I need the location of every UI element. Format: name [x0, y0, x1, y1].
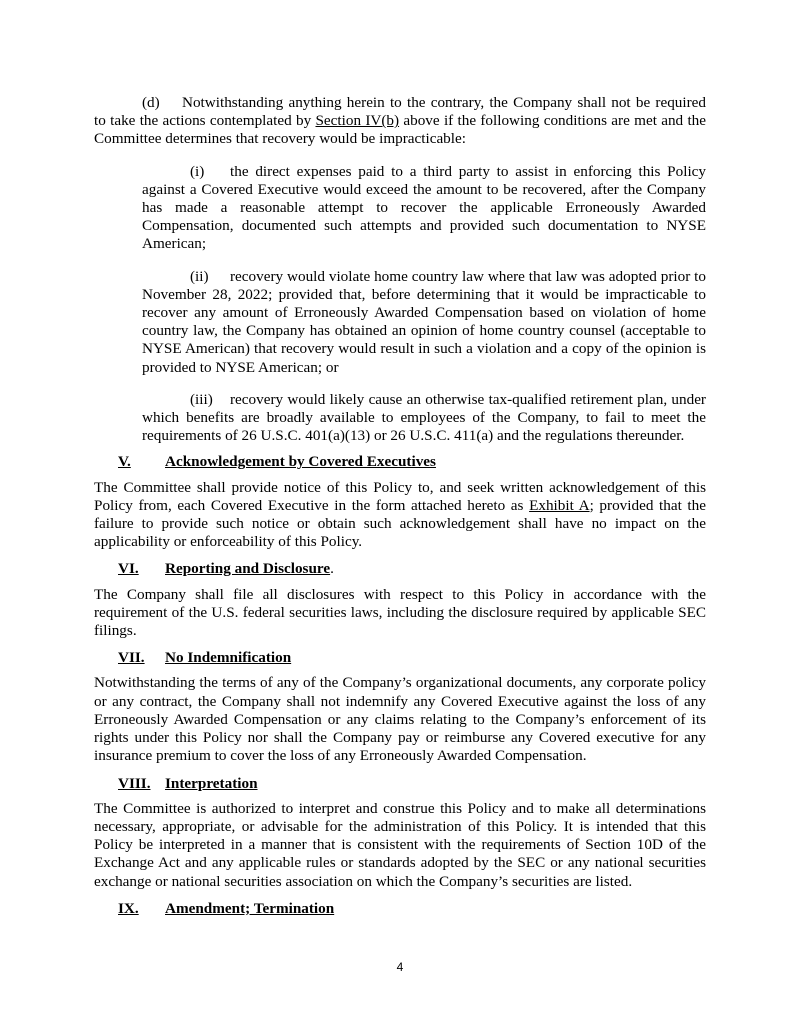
subitem-ii — [142, 268, 706, 377]
section-viii-title: Interpretation — [165, 774, 258, 792]
section-v-heading — [118, 453, 706, 471]
section-ix-title: Amendment; Termination — [165, 899, 335, 917]
section-vii-number: VII. — [118, 649, 145, 667]
subitem-ii-marker: (ii) — [190, 267, 209, 285]
section-vi-body: The Company shall file all disclosures with respect to this Policy in accordance with the requirement of the U.S. federal securities laws, including the disclosure required by applicable SEC filings. — [94, 585, 706, 640]
subitem-ii-text: recovery would violate home country law where that law was adopted prior to November 28, 2022; provided that, before determining that it would be impracticable to recover any amount of Erroneously Awarded Compensation based on violation of home country law, the Company has obtained an opinion of home country counsel (acceptable to NYSE American) that recovery would result in such a violation and a copy of the opinion is provided to NYSE American; or — [142, 267, 706, 376]
subitem-iii-text: recovery would likely cause an otherwise tax-qualified retirement plan, under which benefits are broadly available to employees of the Company, to fail to meet the requirements of 26 U.S.C. 401(a)(13) or 26 U.S.C. 411(a) and the regulations thereunder. — [142, 390, 706, 445]
subitem-i-text: the direct expenses paid to a third party to assist in enforcing this Policy against a Covered Executive would exceed the amount to be recovered, after the Company has made a reasonable attempt to recover the applicable Erroneously Awarded Compensation, documented such attempts and provided such documentation to NYSE American; — [142, 162, 706, 253]
section-v-body — [94, 479, 706, 552]
section-viii-number: VIII. — [118, 774, 151, 792]
section-ix-heading — [118, 900, 706, 918]
subitem-i — [142, 163, 706, 254]
section-v-number: V. — [118, 453, 131, 471]
subitem-i-marker: (i) — [190, 162, 205, 180]
section-v-text-start: The Committee shall provide notice of this Policy to, and seek written acknowledgement of this Policy from, each Covered Executive in the form attached hereto as — [94, 478, 706, 514]
section-v-title: Acknowledgement by Covered Executives — [165, 453, 436, 471]
section-d-marker: (d) — [142, 94, 160, 111]
section-d-text-start: Notwithstanding anything herein to the contrary, the Company shall not be required to take the actions contemplated by — [94, 94, 706, 130]
section-v-text-end: ; provided that the failure to provide such notice or obtain such acknowledgement shall have no impact on the applicability or enforceability of this Policy. — [94, 496, 706, 551]
exhibit-a-reference: Exhibit A — [529, 496, 590, 514]
section-vi-title-period: . — [330, 560, 334, 578]
section-vi-title: Reporting and Disclosure — [165, 560, 331, 578]
section-vi-heading — [118, 560, 706, 578]
section-ix-number: IX. — [118, 899, 139, 917]
section-viii-heading — [118, 775, 706, 793]
section-vi-number: VI. — [118, 560, 139, 578]
subitem-iii-marker: (iii) — [190, 390, 213, 408]
section-d-paragraph — [94, 94, 706, 149]
document-page — [94, 94, 706, 925]
section-vii-title: No Indemnification — [165, 649, 292, 667]
section-vii-heading — [118, 649, 706, 667]
page-number: 4 — [396, 960, 404, 974]
section-viii-body: The Committee is authorized to interpret and construe this Policy and to make all determinations necessary, appropriate, or advisable for the administration of this Policy. It is intended that this Policy be interpreted in a manner that is consistent with the requirements of Section 10D of the Exchange Act and any applicable rules or standards adopted by the SEC or any national securities exchange or national securities association on which the Company’s securities are listed. — [94, 799, 706, 890]
section-iv-b-reference: Section IV(b) — [315, 112, 400, 130]
subitem-iii — [142, 391, 706, 446]
section-d-text-end: above if the following conditions are met and the Committee determines that recovery would be impracticable: — [94, 112, 706, 148]
section-vii-body: Notwithstanding the terms of any of the Company’s organizational documents, any corporate policy or any contract, the Company shall not indemnify any Covered Executive against the loss of any Erroneously Awarded Compensation or any claims relating to the Company’s enforcement of its rights under this Policy nor shall the Company pay or reimburse any Covered executive for any insurance premium to cover the loss of any Erroneously Awarded Compensation. — [94, 674, 706, 765]
